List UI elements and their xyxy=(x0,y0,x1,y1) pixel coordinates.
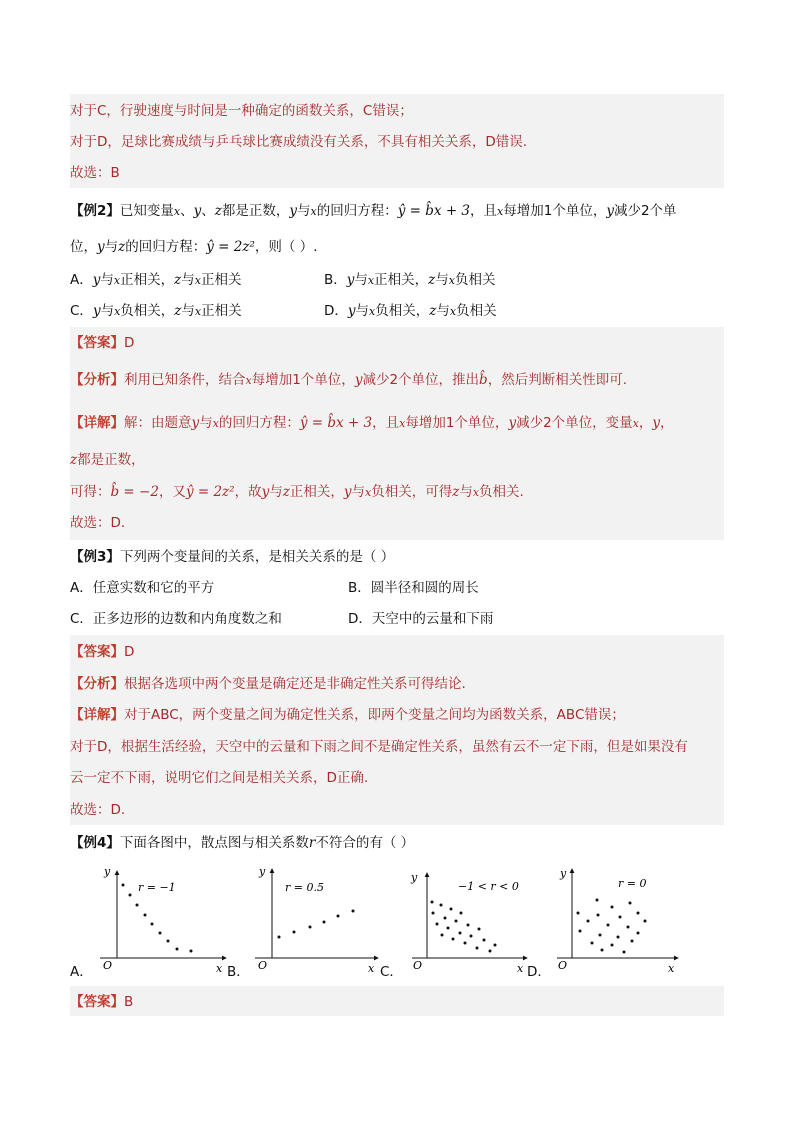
graph-a-point-8 xyxy=(176,948,179,951)
graph-a xyxy=(100,865,226,975)
regression-equation-2: ŷ = 2z² xyxy=(206,239,255,255)
graph-c-point-8 xyxy=(467,924,470,927)
graph-b-point-2 xyxy=(293,931,296,934)
graph-c-point-3 xyxy=(450,908,453,911)
graph-b-point-4 xyxy=(323,921,326,924)
ex4-answer-block xyxy=(70,986,724,1016)
graph-c-point-13 xyxy=(470,935,473,938)
graph-b xyxy=(255,865,378,975)
graph-d-point-11 xyxy=(644,920,647,923)
ex3-option-b: B．圆半径和圆的周长 xyxy=(348,580,479,596)
graph-d-point-1 xyxy=(596,899,599,902)
graph-c-point-19 xyxy=(476,947,479,950)
graph-d-point-9 xyxy=(607,924,610,927)
graph-c-point-6 xyxy=(444,917,447,920)
graph-d-point-7 xyxy=(637,912,640,915)
graph-d-point-16 xyxy=(591,942,594,945)
ex2-option-b: B．y与x正相关，z与x负相关 xyxy=(324,272,496,288)
graph-a-letter: A． xyxy=(70,964,93,980)
graph-c-point-18 xyxy=(464,942,467,945)
ex3-solution-block xyxy=(70,635,724,825)
graph-d-r-label: r = 0 xyxy=(618,877,647,890)
graph-b-point-3 xyxy=(309,926,312,929)
graph-b-x-label: x xyxy=(368,962,375,975)
graph-b-point-6 xyxy=(352,910,355,913)
graph-d-point-5 xyxy=(597,914,600,917)
graph-c-r-label: −1 < r < 0 xyxy=(458,880,519,893)
graph-c-point-15 xyxy=(494,944,497,947)
graph-d-point-2 xyxy=(611,906,614,909)
graph-d-point-8 xyxy=(587,920,590,923)
graph-b-point-5 xyxy=(337,915,340,918)
graph-d-point-17 xyxy=(611,944,614,947)
graph-d-point-3 xyxy=(629,902,632,905)
ex2-option-d: D．y与x负相关，z与x负相关 xyxy=(324,303,497,319)
ex2-option-a: A．y与x正相关，z与x正相关 xyxy=(70,272,242,288)
graph-c-point-20 xyxy=(489,950,492,953)
graph-b-points xyxy=(278,910,355,939)
ex3-detail-line-3: 云一定不下雨，说明它们之间是相关关系，D正确. xyxy=(70,770,369,786)
ex2-question-line-1: 【例2】已知变量x、y、z都是正数，y与x的回归方程：ŷ = b̂x + 3，且x每增加1个单位，y减少2个单 xyxy=(70,203,677,219)
ex2-option-c: C．y与x负相关，z与x正相关 xyxy=(70,303,242,319)
ex3-option-a: A．任意实数和它的平方 xyxy=(70,580,215,596)
graph-d-point-19 xyxy=(601,949,604,952)
graph-d-point-13 xyxy=(599,934,602,937)
continuation-line-2: 对于D，足球比赛成绩与乒乓球比赛成绩没有关系，不具有相关关系，D错误. xyxy=(70,134,528,150)
graph-b-y-label: y xyxy=(259,865,266,878)
ex2-tag: 【例2】 xyxy=(70,203,120,219)
ex2-answer: 【答案】D xyxy=(70,335,135,351)
graph-a-point-6 xyxy=(159,932,162,935)
graph-c-point-5 xyxy=(432,912,435,915)
ex3-detail-line-2: 对于D，根据生活经验，天空中的云量和下雨之间不是确定性关系，虽然有云不一定下雨，但是如果没有 xyxy=(70,739,688,755)
graph-a-point-7 xyxy=(167,940,170,943)
graph-a-point-2 xyxy=(129,894,132,897)
graph-a-point-1 xyxy=(122,884,125,887)
graph-d-point-12 xyxy=(579,930,582,933)
ex2-detail-line-2: z都是正数， xyxy=(70,452,145,468)
regression-equation-1: ŷ = b̂x + 3 xyxy=(397,203,471,219)
graph-c-letter: C． xyxy=(380,964,403,980)
ex3-option-d: D．天空中的云量和下雨 xyxy=(348,611,494,627)
continuation-line-1: 对于C，行驶速度与时间是一种确定的函数关系，C错误； xyxy=(70,103,413,119)
graph-c-point-12 xyxy=(459,932,462,935)
graph-b-point-1 xyxy=(278,936,281,939)
graph-c-point-16 xyxy=(441,934,444,937)
ex3-analysis: 【分析】根据各选项中两个变量是确定还是非确定性关系可得结论. xyxy=(70,676,466,692)
graph-c-points xyxy=(431,901,497,953)
graph-c-point-17 xyxy=(452,938,455,941)
ex2-question-line-2: 位，y与z的回归方程：ŷ = 2z²，则（ ）. xyxy=(70,239,318,255)
graph-a-point-9 xyxy=(190,950,193,953)
graph-a-y-label: y xyxy=(104,865,111,878)
graph-c-point-11 xyxy=(447,927,450,930)
graph-a-r-label: r = −1 xyxy=(138,881,176,894)
graph-c-point-10 xyxy=(436,923,439,926)
graph-b-r-label: r = 0.5 xyxy=(285,881,324,894)
graph-c-point-9 xyxy=(478,928,481,931)
graph-a-x-label: x xyxy=(216,962,223,975)
graph-d-x-label: x xyxy=(668,962,675,975)
graph-d-point-10 xyxy=(627,926,630,929)
graph-c-x-label: x xyxy=(517,962,524,975)
graph-d-point-20 xyxy=(623,951,626,954)
graph-c-point-4 xyxy=(460,912,463,915)
graph-c-point-14 xyxy=(483,939,486,942)
graph-c-y-label: y xyxy=(411,871,418,884)
ex3-answer: 【答案】D xyxy=(70,644,135,660)
graph-d-origin: O xyxy=(558,959,568,972)
ex2-analysis: 【分析】利用已知条件，结合x每增加1个单位，y减少2个单位，推出b̂，然后判断相关性即可. xyxy=(70,372,627,388)
ex3-final: 故选：D. xyxy=(70,802,126,818)
graph-b-letter: B． xyxy=(227,964,250,980)
ex2-final: 故选：D. xyxy=(70,515,126,531)
graph-b-origin: O xyxy=(258,959,268,972)
graph-d-point-15 xyxy=(637,932,640,935)
ex3-question: 【例3】下列两个变量间的关系，是相关关系的是（ ） xyxy=(70,549,395,565)
graph-d-point-18 xyxy=(631,940,634,943)
continuation-line-3: 故选：B xyxy=(70,165,120,181)
graph-d-points xyxy=(577,899,647,954)
graph-a-point-4 xyxy=(144,914,147,917)
ex4-question: 【例4】下面各图中，散点图与相关系数r不符合的有（ ） xyxy=(70,835,415,851)
ex3-detail-line-1: 【详解】对于ABC，两个变量之间为确定性关系，即两个变量之间均为函数关系，ABC错误； xyxy=(70,707,625,723)
graph-d-letter: D． xyxy=(527,964,551,980)
graph-c-point-2 xyxy=(440,904,443,907)
graph-d-point-6 xyxy=(619,916,622,919)
graph-c xyxy=(410,871,527,975)
ex4-answer: 【答案】B xyxy=(70,994,134,1010)
graph-a-point-5 xyxy=(151,923,154,926)
graph-d-y-label: y xyxy=(560,867,567,880)
graph-c-origin: O xyxy=(413,959,423,972)
graph-d-point-14 xyxy=(617,936,620,939)
ex2-detail-line-1: 【详解】解：由题意y与x的回归方程：ŷ = b̂x + 3，且x每增加1个单位，y减少2个单位，变量x，y， xyxy=(70,415,674,431)
graph-c-point-1 xyxy=(431,901,434,904)
graph-a-origin: O xyxy=(103,959,113,972)
ex2-detail-line-3: 可得：b̂ = −2，又ŷ = 2z²，故y与z正相关，y与x负相关，可得z与x负相关. xyxy=(70,484,524,500)
graph-d-point-4 xyxy=(577,912,580,915)
ex3-option-c: C．正多边形的边数和内角度数之和 xyxy=(70,611,282,627)
graph-a-point-3 xyxy=(136,904,139,907)
graph-c-point-7 xyxy=(455,920,458,923)
graph-d xyxy=(557,867,678,975)
